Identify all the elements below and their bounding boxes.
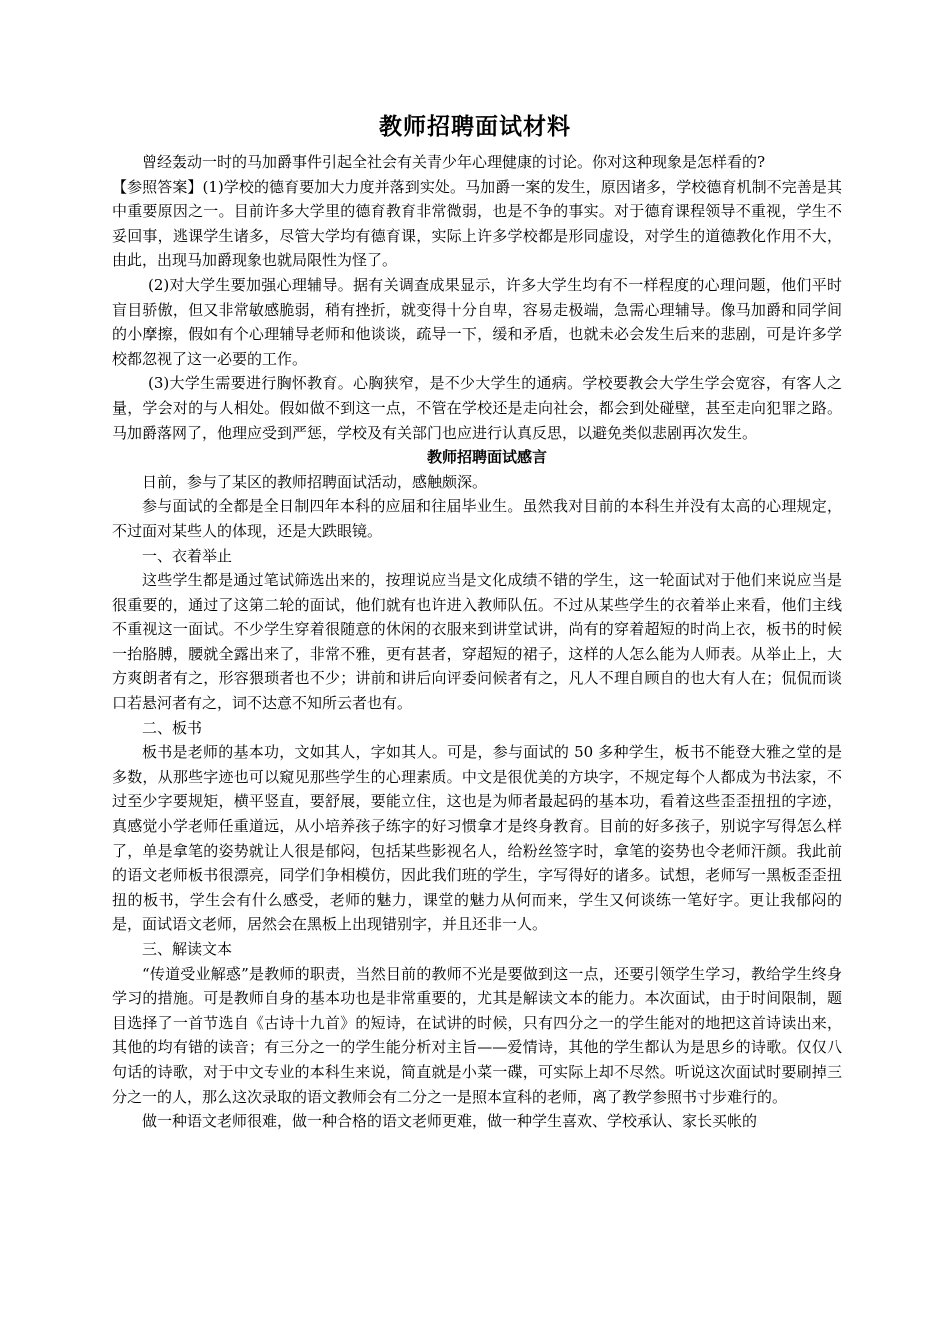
section-heading-attire: 一、衣着举止 bbox=[142, 546, 233, 565]
section-heading-text-reading: 三、解读文本 bbox=[142, 940, 233, 958]
section-paragraph-blackboard: 板书是老师的基本功，文如其人，字如其人。可是，参与面试的 50 多种学生，板书不能登大雅之堂的是多数，从那些字迹也可以窥见那些学生的心理素质。中文是很优美的方块字，不规定每个人都成为书法家，不过至少字要规矩，横平竖直，要舒展，要能立住，这也是为师者最起码的基本功，看着这些歪歪扭扭的字迹，真感觉小学老师任重道远，从小培养孩子练字的好习惯拿才是终身教育。目前的好多孩子，别说字写得怎么样了，单是拿笔的姿势就让人很是郁闷，包括某些影视名人，给粉丝签字时，拿笔的姿势也令老师汗颜。我此前的语文老师板书很漂亮，同学们争相模仿，因此我们班的学生，字写得好的诸多。试想，老师写一黑板歪歪扭扭的板书，学生会有什么感受，老师的魅力，课堂的魅力从何而来，学生又何谈练一笔好字。更让我郁闷的是，面试语文老师，居然会在黑板上出现错别字，并且还非一人。 bbox=[112, 743, 842, 934]
closing-paragraph: 做一种语文老师很难，做一种合格的语文老师更难，做一种学生喜欢、学校承认、家长买帐的 bbox=[142, 1112, 758, 1131]
document-body bbox=[112, 150, 842, 1134]
document-title: 教师招聘面试材料 bbox=[379, 113, 571, 140]
section-heading-blackboard: 二、板书 bbox=[142, 718, 203, 737]
question-paragraph: 曾经轰动一时的马加爵事件引起全社会有关青少年心理健康的讨论。你对这种现象是怎样看的? bbox=[142, 153, 766, 171]
answer-paragraph-1: 【参照答案】(1)学校的德育要加大力度并落到实处。马加爵一案的发生，原因诸多，学校德育机制不完善是其中重要原因之一。目前许多大学里的德育教育非常微弱，也是不争的事实。对于德育课程领导不重视，学生不妥回事，逃课学生诸多，尽管大学均有德育课，实际上许多学校都是形同虚设，对学生的道德教化作用不大，由此，出现马加爵现象也就局限性为怪了。 bbox=[112, 177, 842, 270]
section-subtitle: 教师招聘面试感言 bbox=[426, 448, 547, 467]
intro-paragraph-2: 参与面试的全都是全日制四年本科的应届和往届毕业生。虽然我对目前的本科生并没有太高的心理规定，不过面对某些人的体现，还是大跌眼镜。 bbox=[112, 497, 842, 540]
section-paragraph-attire: 这些学生都是通过笔试筛选出来的，按理说应当是文化成绩不错的学生，这一轮面试对于他们来说应当是很重要的，通过了这第二轮的面试，他们就有也许进入教师队伍。不过从某些学生的衣着举止来看，他们主线不重视这一面试。不少学生穿着很随意的休闲的衣服来到讲堂试讲，尚有的穿着超短的时尚上衣，板书的时候一抬胳膊，腰就全露出来了，非常不雅，更有甚者，穿超短的裙子，这样的人怎么能为人师表。从举止上，大方爽朗者有之，形容猥琐者也不少；讲前和讲后向评委问候者有之，凡人不理自顾自的也大有人在；侃侃而谈口若悬河者有之，词不达意不知所云者也有。 bbox=[112, 571, 842, 713]
answer-paragraph-2: (2)对大学生要加强心理辅导。据有关调查成果显示，许多大学生均有不一样程度的心理问题，他们平时盲目骄傲，但又非常敏感脆弱，稍有挫折，就变得十分自卑，容易走极端，急需心理辅导。像马加爵和同学间的小摩擦，假如有个心理辅导老师和他谈谈，疏导一下，缓和矛盾，也就未必会发生后来的悲剧，可是许多学校都忽视了这一必要的工作。 bbox=[112, 275, 842, 368]
intro-paragraph-1: 日前，参与了某区的教师招聘面试活动，感触颇深。 bbox=[142, 472, 488, 491]
answer-paragraph-3: (3)大学生需要进行胸怀教育。心胸狭窄，是不少大学生的通病。学校要教会大学生学会宽容，有客人之量，学会对的与人相处。假如做不到这一点，不管在学校还是走向社会，都会到处碰壁，甚至走向犯罪之路。马加爵落网了，他理应受到严惩，学校及有关部门也应进行认真反思，以避免类似悲剧再次发生。 bbox=[112, 374, 842, 442]
section-paragraph-text-reading: “传道受业解惑”是教师的职责，当然目前的教师不光是要做到这一点，还要引领学生学习，教给学生终身学习的措施。可是教师自身的基本功也是非常重要的，尤其是解读文本的能力。本次面试，由于时间限制，题目选择了一首节选自《古诗十九首》的短诗，在试讲的时候，只有四分之一的学生能对的地把这首诗读出来，其他的均有错的读音；有三分之一的学生能分析对主旨——爱情诗，其他的学生都认为是思乡的诗歌。仅仅八句话的诗歌，对于中文专业的本科生来说，简直就是小菜一碟，可实际上却不尽然。听说这次面试时要刷掉三分之一的人，那么这次录取的语文教师会有二分之一是照本宣科的老师，离了教学参照书寸步难行的。 bbox=[112, 964, 842, 1106]
